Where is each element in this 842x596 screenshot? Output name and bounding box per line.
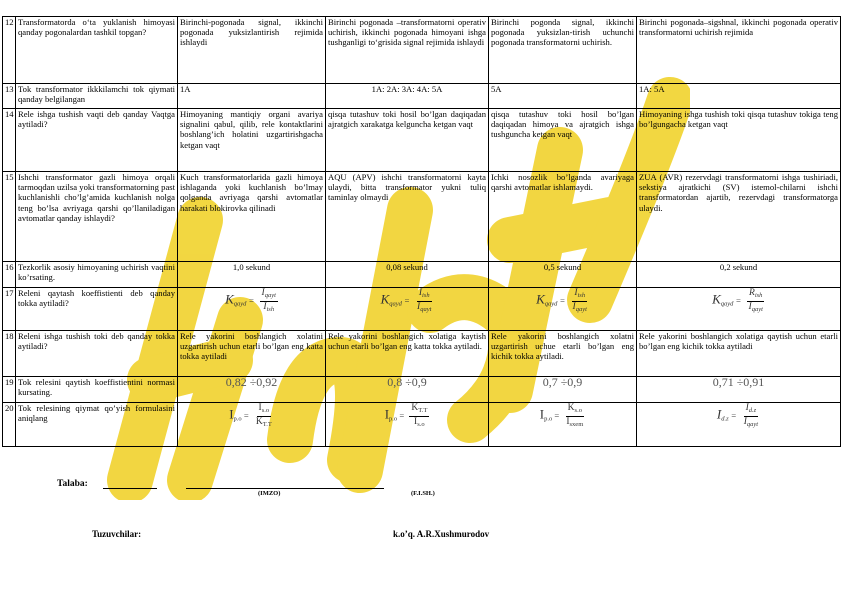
answer-d: ZUA (AVR) rezervdagi transformatorni ishga tushiriadi, sekstiya ajratkichi (SV) istemol-chilarni ishchi transformatordan ajartib, rezervdagi transformatorga ulaydi. xyxy=(637,172,841,262)
formula-d: $I_{d.z}$ = $\frac{I_{d.z}}{I_{qayt}}$ xyxy=(637,403,841,447)
question-table xyxy=(2,16,841,447)
formula-a: $K_{qayd}$ = $\frac{I_{qayt}}{I_{ish}}$ xyxy=(178,288,326,331)
answer-c: qisqa tutashuv toki hosil bo’lgan daqiqadan himoya va ajratgich ishga tushguncha ketgan vaqt xyxy=(489,109,637,172)
table-row xyxy=(3,377,841,403)
table-row xyxy=(3,17,841,84)
answer-c: Rele yakorini boshlangich xolatni uzgartirish uchue etarli bo’lgan eng kichik tokka aytiladi. xyxy=(489,331,637,377)
answer-d: 0,71 ÷0,91 xyxy=(637,377,841,403)
formula-d: $K_{qayd}$ = $\frac{R_{ish}}{I_{qayt}}$ xyxy=(637,288,841,331)
imzo-label: (IMZO) xyxy=(258,490,281,497)
answer-b: 0,08 sekund xyxy=(326,262,489,288)
answer-b: Birinchi pogonada –transformatorni operativ uchirish, ikkinchi pogonada himoyani ishga tushganligi to‘grisida signal rejimida ishlaydi xyxy=(326,17,489,84)
table-row xyxy=(3,288,841,331)
question-text: Tezkorlik asosiy himoyaning uchirish vaqtini ko’rsating. xyxy=(16,262,178,288)
formula-b: $K_{qayd}$ = $\frac{I_{ish}}{I_{qayt}}$ xyxy=(326,288,489,331)
talaba-label: Talaba: xyxy=(57,479,88,489)
formula-b: $I_{p.o}$ = $\frac{K_{T.T}}{I_{s.o}}$ xyxy=(326,403,489,447)
formula-c: $K_{qayd}$ = $\frac{I_{ish}}{I_{qayt}}$ xyxy=(489,288,637,331)
answer-c: 0,5 sekund xyxy=(489,262,637,288)
answer-b: 1A: 2A: 3A: 4A: 5A xyxy=(326,84,489,109)
row-number: 15 xyxy=(3,172,16,262)
answer-a: 0,82 ÷0,92 xyxy=(178,377,326,403)
question-text: Transformatorda o‘ta yuklanish himoyasi qanday pogonalardan tashkil topgan? xyxy=(16,17,178,84)
question-text: Releni ishga tushish toki deb qanday tokka aytiladi? xyxy=(16,331,178,377)
table-row xyxy=(3,84,841,109)
question-text: Releni qaytash koeffistienti deb qanday tokka aytiladi? xyxy=(16,288,178,331)
answer-b: Rele yakorini boshlangich xolatiga kaytish uchun etarli bo’lgan eng katta tokka aytiladi. xyxy=(326,331,489,377)
question-text: Tok relesining qiymat qo’yish formulasini aniqlang xyxy=(16,403,178,447)
answer-d: 1A: 5A xyxy=(637,84,841,109)
answer-d: Himoyaning ishga tushish toki qisqa tutashuv tokiga teng bo’lgungacha ketgan vaqt xyxy=(637,109,841,172)
row-number: 16 xyxy=(3,262,16,288)
signature-line xyxy=(186,488,384,489)
formula-c: $I_{p.o}$ = $\frac{K_{s.o}}{I_{sxem}}$ xyxy=(489,403,637,447)
table-row xyxy=(3,109,841,172)
answer-b: 0,8 ÷0,9 xyxy=(326,377,489,403)
answer-d: Rele yakorini boshlangich xolatiga qaytish uchun etarli bo’lgan eng kichik tokka aytiladi xyxy=(637,331,841,377)
tuzuvchilar-label: Tuzuvchilar: xyxy=(92,529,142,539)
question-text: Tok relesini qaytish koeffistientini normasi kursating. xyxy=(16,377,178,403)
question-text: Rele ishga tushish vaqti deb qanday Vaqtga aytiladi? xyxy=(16,109,178,172)
row-number: 12 xyxy=(3,17,16,84)
answer-c: Birinchi pogonda signal, ikkinchi pogonada yuksizlan-tirish uchunchi pogonada transformatorni uchirish. xyxy=(489,17,637,84)
answer-b: AQU (APV) ishchi transformatorni kayta ulaydi, bitta transformator yukni tuliq taminlay olmaydi xyxy=(326,172,489,262)
answer-a: 1,0 sekund xyxy=(178,262,326,288)
answer-c: 5A xyxy=(489,84,637,109)
table-row xyxy=(3,262,841,288)
answer-a: Rele yakorini boshlangich xolatini uzgartirish uchun etarli bo’lgan eng katta tokka aytiladi xyxy=(178,331,326,377)
answer-d: 0,2 sekund xyxy=(637,262,841,288)
table-row xyxy=(3,172,841,262)
row-number: 14 xyxy=(3,109,16,172)
answer-d: Birinchi pogonada–sigshnal, ikkinchi pogonada operativ transformatorni uchirish rejimida xyxy=(637,17,841,84)
row-number: 18 xyxy=(3,331,16,377)
question-text: Tok transformator ikkkilamchi tok qiymati qanday belgilangan xyxy=(16,84,178,109)
formula-a: $I_{p.o}$ = $\frac{I_{s.o}}{K_{T.T}}$ xyxy=(178,403,326,447)
row-number: 20 xyxy=(3,403,16,447)
talaba-name-line xyxy=(103,488,157,489)
row-number: 19 xyxy=(3,377,16,403)
fish-label: (F.I.SH.) xyxy=(411,490,435,497)
answer-c: 0,7 ÷0,9 xyxy=(489,377,637,403)
question-text: Ishchi transformator gazli himoya orqali tarmoqdan uzilsa yoki transformatorning past kuchlanishli cho’lg’amida kuchlanish nolga teng bo’lsa avriyaga qarshi qo’llaniladigan avtomatlar qanday ishlaydi? xyxy=(16,172,178,262)
answer-c: Ichki nosozlik bo’lganda avariyaga qarshi avtomatlar ishlamaydi. xyxy=(489,172,637,262)
answer-a: Himoyaning mantiqiy organi avariya signalini qabul, qilib, rele kontaktlarini boshlang’ich holatini uzgartirishgacha ketgan vaqt xyxy=(178,109,326,172)
row-number: 13 xyxy=(3,84,16,109)
answer-a: Birinchi-pogonada signal, ikkinchi pogonada yuksizlantirish rejimida ishlaydi xyxy=(178,17,326,84)
answer-b: qisqa tutashuv toki hosil bo’lgan daqiqadan ajratgich xarakatga kelguncha ketgan vaqt xyxy=(326,109,489,172)
table-row xyxy=(3,403,841,447)
author-name: k.o’q. A.R.Xushmurodov xyxy=(393,529,490,539)
row-number: 17 xyxy=(3,288,16,331)
answer-a: 1A xyxy=(178,84,326,109)
table-row xyxy=(3,331,841,377)
answer-a: Kuch transformatorlarida gazli himoya ishlaganda yoki kuchlanish bo’lmay qolganda avriyaga qarshi avtomatlar harakati blokirovka qilinadi xyxy=(178,172,326,262)
